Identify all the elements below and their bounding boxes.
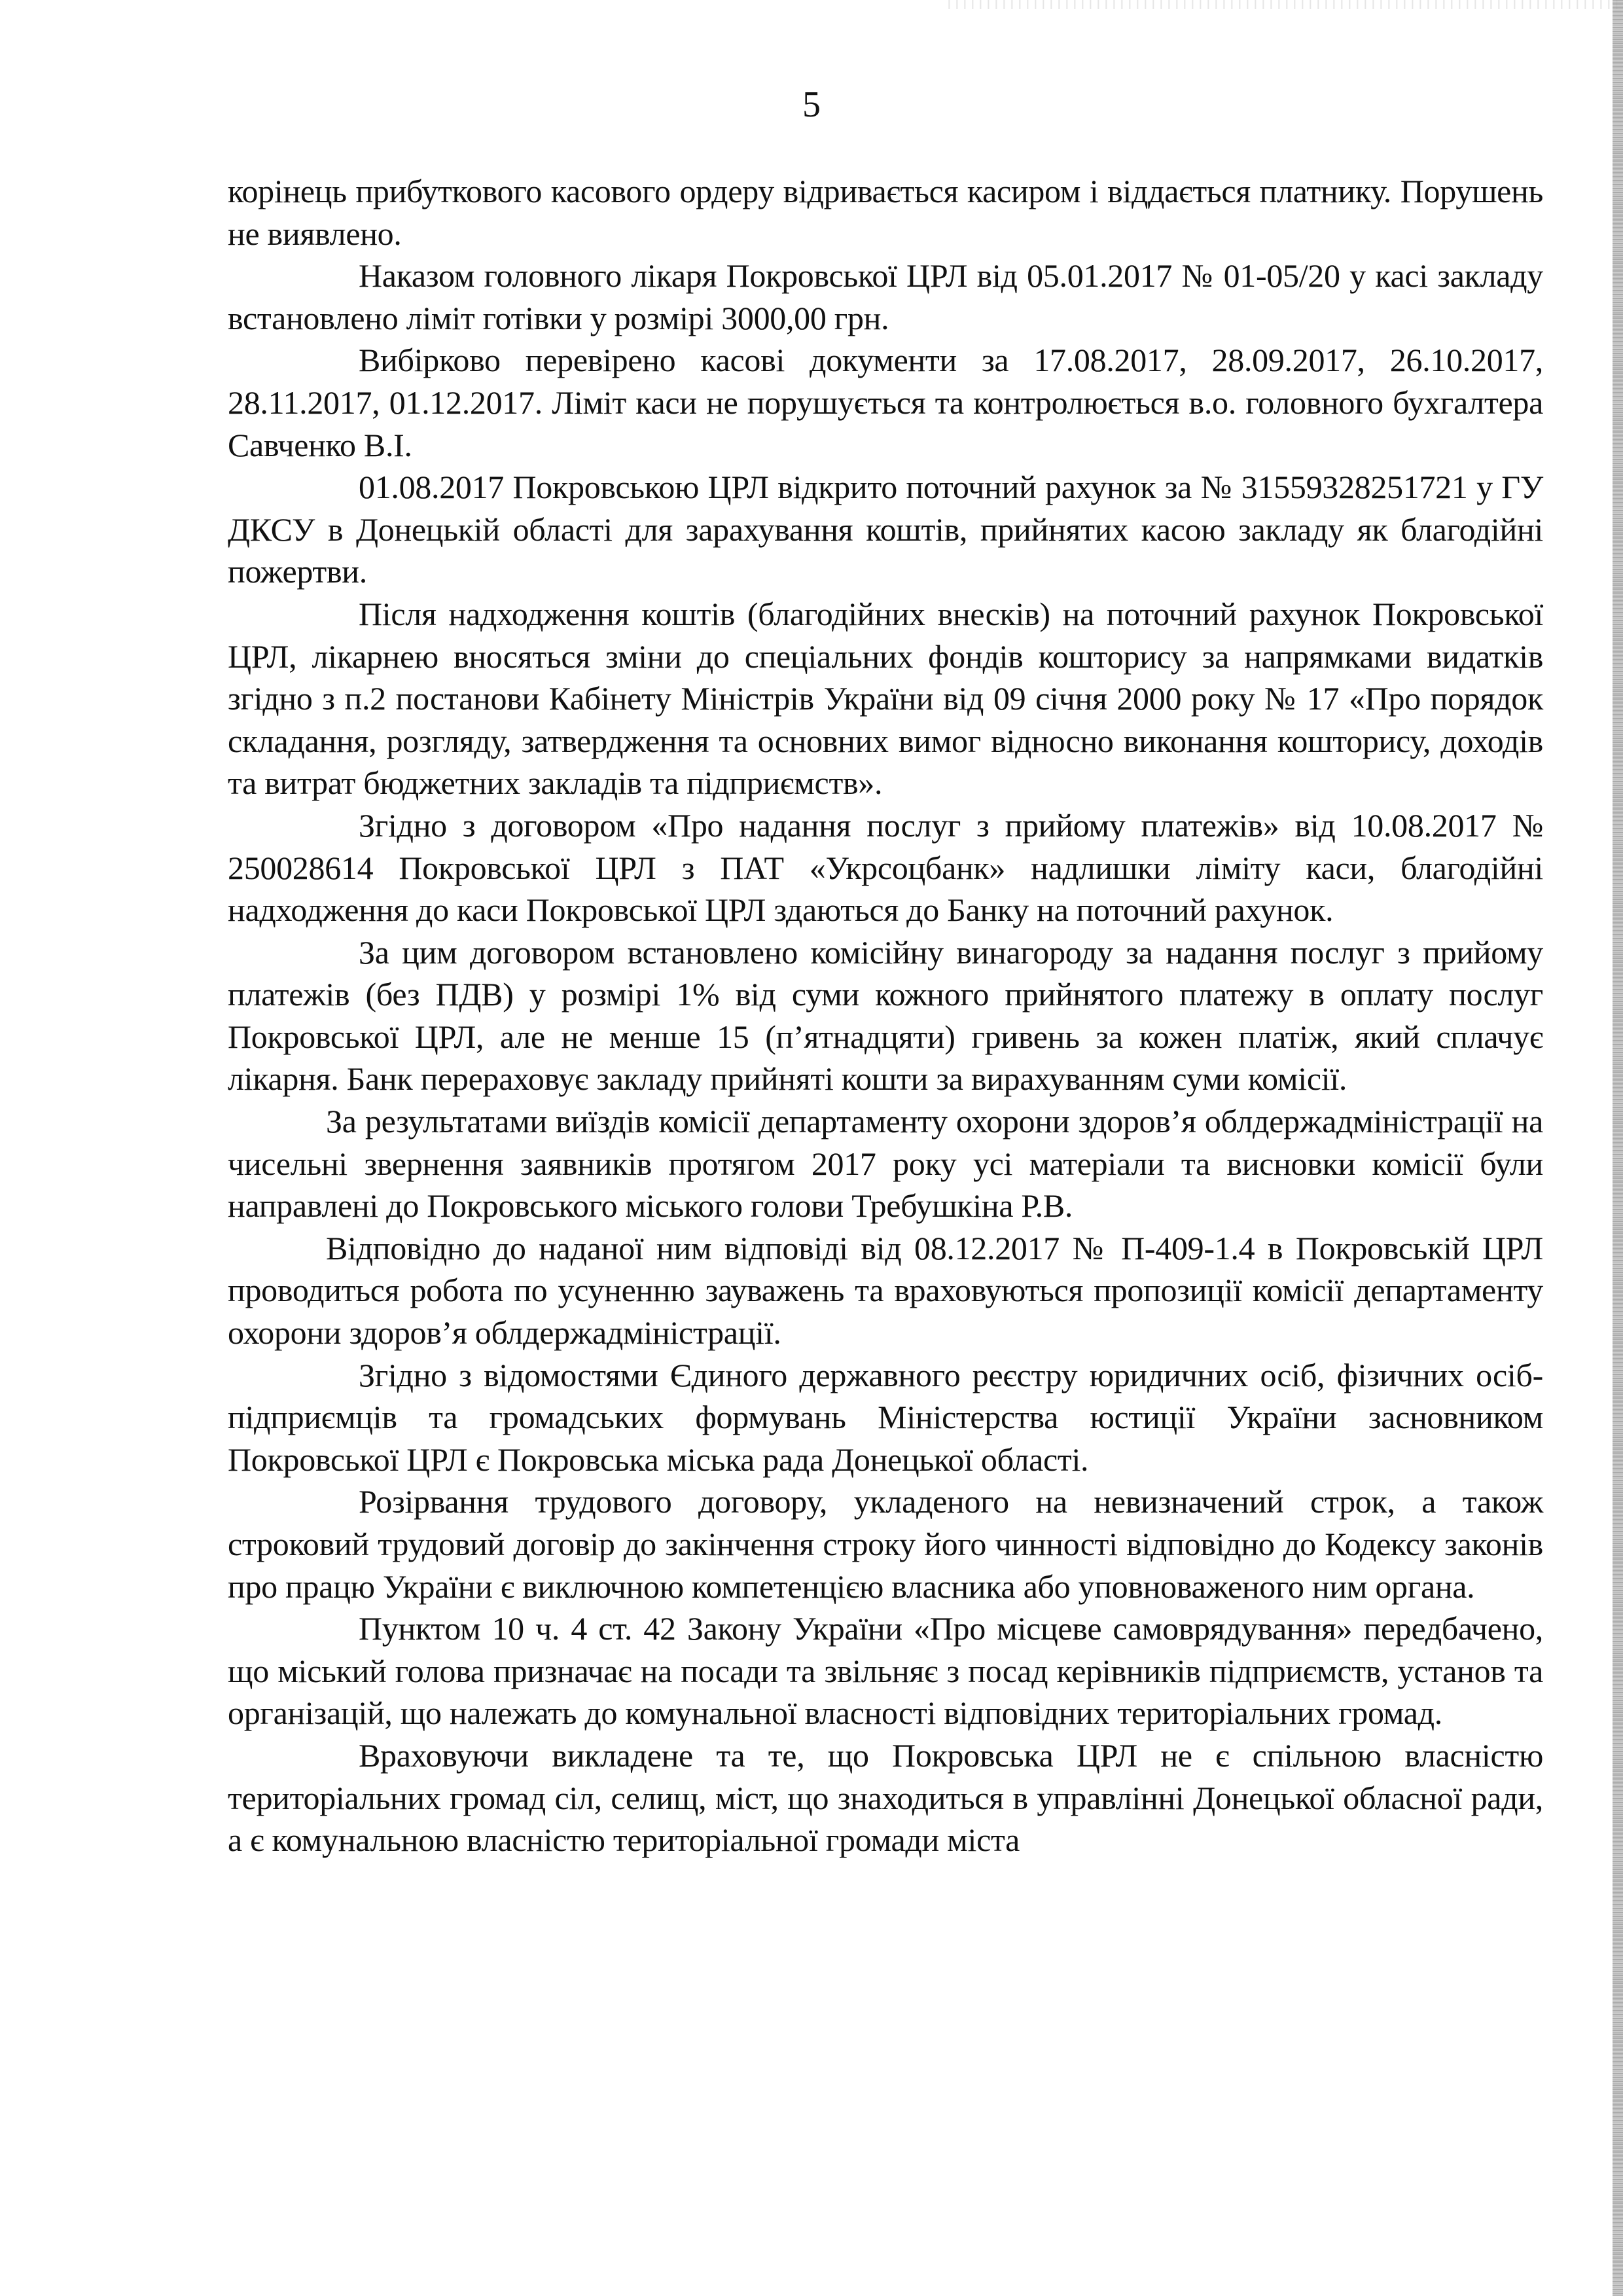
page-number: 5 xyxy=(802,84,821,125)
paragraph-mayor-response: Відповідно до наданої ним відповіді від 08.12.2017 № П-409-1.4 в Покровській ЦРЛ проводиться робота по усуненню зауважень та враховуються пропозиції комісії департаменту охорони здоров’я облдержадміністрації. xyxy=(228,1229,1543,1352)
paragraph-cash-limit-order: Наказом головного лікаря Покровської ЦРЛ від 05.01.2017 № 01-05/20 у касі закладу встановлено ліміт готівки у розмірі 3000,00 грн. xyxy=(228,257,1543,336)
paragraph-current-account: 01.08.2017 Покровською ЦРЛ відкрито поточний рахунок за № 31559328251721 у ГУ ДКСУ в Донецькій області для зарахування коштів, прийнятих касою закладу як благодійні пожертви. xyxy=(228,469,1543,590)
paragraph-state-register: Згідно з відомостями Єдиного державного реєстру юридичних осіб, фізичних осіб-підприємців та громадських формувань Міністерства юстиції України засновником Покровської ЦРЛ є Покровська міська рада Донецької області. xyxy=(228,1356,1543,1478)
paragraph-local-government-law: Пунктом 10 ч. 4 ст. 42 Закону України «Про місцеве самоврядування» передбачено, що міський голова призначає на посади та звільняє з посад керівників підприємств, установ та організацій, що належать до комунальної власності відповідних територіальних громад. xyxy=(228,1610,1543,1732)
paragraph-bank-agreement: Згідно з договором «Про надання послуг з прийому платежів» від 10.08.2017 № 250028614 Покровської ЦРЛ з ПАТ «Укрсоцбанк» надлишки ліміту каси, благодійні надходження до каси Покровської ЦРЛ здаються до Банку на поточний рахунок. xyxy=(228,806,1543,929)
scan-edge-shadow xyxy=(1613,0,1623,2296)
paragraph-cash-documents-check: Вибірково перевірено касові документи за 17.08.2017, 28.09.2017, 26.10.2017, 28.11.2017, 01.12.2017. Ліміт каси не порушується та контролюється в.о. головного бухгалтера Савченко В.І. xyxy=(228,342,1543,463)
paragraph-labor-contract: Розірвання трудового договору, укладеного на невизначений строк, а також строковий трудовий договір до закінчення строку його чинності відповідно до Кодексу законів про працю України є виключною компетенцією власника або уповноваженого ним органа. xyxy=(228,1483,1543,1605)
paragraph-commission-results: За результатами виїздів комісії департаменту охорони здоров’я облдержадміністрації на чисельні звернення заявників протягом 2017 року усі матеріали та висновки комісії були направлені до Покровського міського голови Требушкіна Р.В. xyxy=(228,1103,1543,1225)
document-body xyxy=(228,170,1543,1861)
paragraph-conclusion: Враховуючи викладене та те, що Покровська ЦРЛ не є спільною власністю територіальних громад сіл, селищ, міст, що знаходиться в управлінні Донецької обласної ради, а є комунальною власністю територіальної громади міста xyxy=(228,1736,1543,1859)
scan-noise xyxy=(942,0,1623,9)
paragraph-charitable-funds: Після надходження коштів (благодійних внесків) на поточний рахунок Покровської ЦРЛ, лікарнею вносяться зміни до спеціальних фондів кошторису за напрямками видатків згідно з п.2 постанови Кабінету Міністрів України від 09 січня 2000 року № 17 «Про порядок складання, розгляду, затвердження та основних вимог відносно виконання кошторису, доходів та витрат бюджетних закладів та підприємств». xyxy=(228,595,1543,802)
paragraph-continuation: корінець прибуткового касового ордеру відривається касиром і віддається платнику. Порушень не виявлено. xyxy=(228,173,1543,252)
paragraph-commission: За цим договором встановлено комісійну винагороду за надання послуг з прийому платежів (без ПДВ) у розмірі 1% від суми кожного прийнятого платежу в оплату послуг Покровської ЦРЛ, але не менше 15 (п’ятнадцяти) гривень за кожен платіж, який сплачує лікарня. Банк перераховує закладу прийняті кошти за вирахуванням суми комісії. xyxy=(228,933,1543,1098)
